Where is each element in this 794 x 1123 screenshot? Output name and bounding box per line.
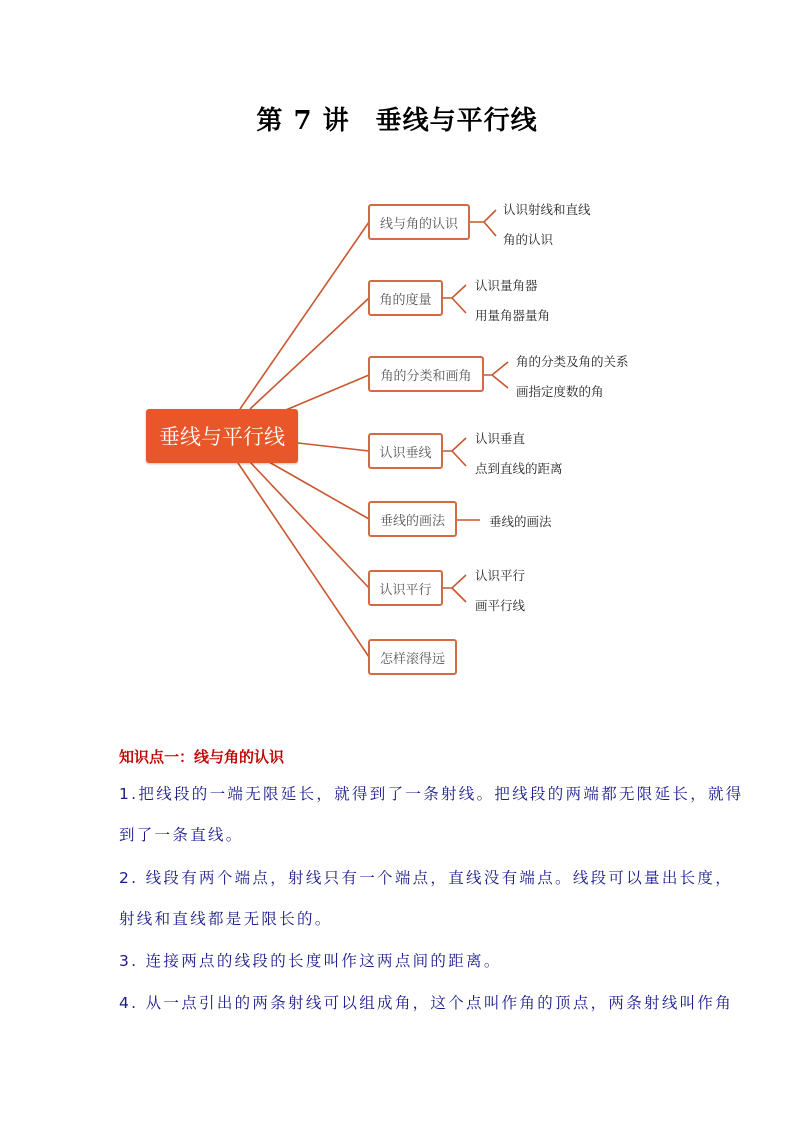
mindmap-leaf: 画指定度数的角 [516, 384, 604, 399]
mindmap-leaf: 画平行线 [475, 598, 526, 613]
connector-line [470, 210, 496, 236]
section-heading: 知识点一：线与角的认识 [119, 748, 285, 766]
connector-line [442, 285, 466, 313]
connector-line [250, 298, 369, 409]
paragraph-line: 到了一条直线。 [119, 826, 244, 844]
mindmap-leaf: 角的认识 [503, 232, 554, 247]
mindmap-leaf: 角的分类及角的关系 [516, 354, 629, 369]
mindmap-leaf: 认识垂直 [475, 431, 526, 446]
mindmap-leaf: 垂线的画法 [489, 514, 552, 529]
mindmap-node-rolling: 怎样滚得远 [368, 639, 457, 675]
paragraph-line: 射线和直线都是无限长的。 [119, 910, 333, 928]
mindmap-leaf: 认识平行 [475, 568, 526, 583]
paragraph-line: 3. 连接两点的线段的长度叫作这两点间的距离。 [119, 952, 502, 970]
lecture-number: 第 7 讲 [256, 106, 350, 136]
connector-line [442, 575, 466, 602]
mindmap-node-angle-measure: 角的度量 [368, 280, 443, 316]
mindmap-leaf: 用量角器量角 [475, 308, 551, 323]
mindmap-leaf: 认识量角器 [475, 278, 538, 293]
connector-line [238, 463, 369, 657]
paragraph-line: 2. 线段有两个端点，射线只有一个端点，直线没有端点。线段可以量出长度， [119, 869, 734, 887]
mindmap-leaf: 认识射线和直线 [503, 202, 591, 217]
mindmap-node-parallel: 认识平行 [368, 570, 443, 606]
connector-line [262, 458, 369, 519]
mindmap-leaf: 点到直线的距离 [475, 461, 563, 476]
connector-line [442, 438, 466, 466]
paragraph-line: 1.把线段的一端无限延长，就得到了一条射线。把线段的两端都无限延长，就得 [119, 785, 744, 803]
mindmap-node-draw-perpendicular: 垂线的画法 [368, 501, 457, 537]
connector-line [484, 362, 508, 388]
mindmap-node-lines-angles: 线与角的认识 [368, 204, 470, 240]
lecture-topic: 垂线与平行线 [375, 106, 538, 136]
mindmap-node-angle-classify: 角的分类和画角 [368, 356, 484, 392]
paragraph-line: 4. 从一点引出的两条射线可以组成角，这个点叫作角的顶点，两条射线叫作角 [119, 994, 734, 1012]
mindmap-node-perpendicular: 认识垂线 [368, 433, 443, 469]
connector-line [298, 443, 369, 451]
mindmap-center-node: 垂线与平行线 [146, 409, 298, 463]
